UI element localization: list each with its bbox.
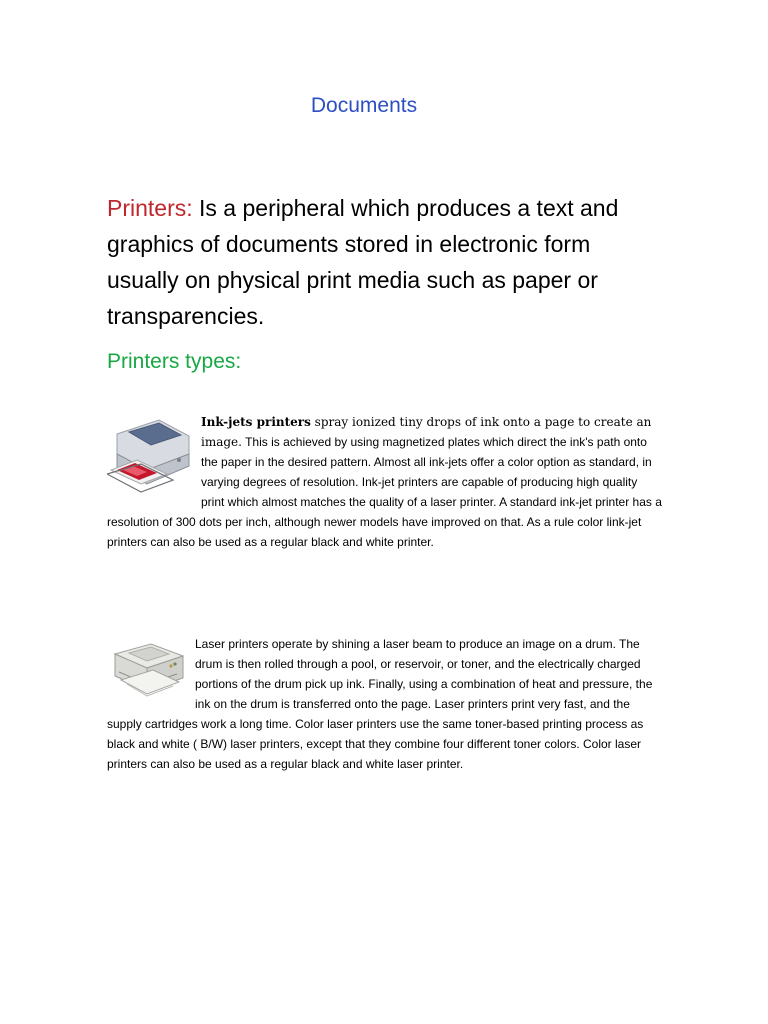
laser-body: Laser printers operate by shining a laser beam to produce an image on a drum. The drum is then rolled through a pool, or reservoir, or toner, and the electrically charged portions of the drum pick up ink. Finally, using a combination of heat and pressure, the ink on the drum is transferred onto the page. Laser printers print very fast, and the supply cartridges work a long time. Color laser printers use the same toner-based printing process as black and white ( B/W) laser printers, except that they combine four different toner colors. Color laser printers can also be used as a regular black and white laser printer. [107,637,653,771]
intro-paragraph [107,190,667,334]
intro-term: Printers: [107,195,193,221]
laser-section [107,634,663,774]
inkjet-lead-bold: Ink-jets printers [201,415,311,429]
intro-definition: Is a peripheral which produces a text and graphics of documents stored in electronic form usually on physical print media such as paper or transparencies. [107,195,619,329]
inkjet-body: This is achieved by using magnetized plates which direct the ink's path onto the paper in the desired pattern. Almost all ink-jets offer a color option as standard, in varying degrees of resolution. Ink-jet printers are capable of producing high quality print which almost matches the quality of a laser printer. A standard ink-jet printer has a resolution of 300 dots per inch, although newer models have improved on that. As a rule color link-jet printers can also be used as a regular black and white printer. [107,435,662,549]
laser-printer-image [107,636,187,704]
page-title: Documents [310,94,418,117]
inkjet-lead-text: spray ionized tiny drops of ink onto a page to create an image. [201,415,652,449]
inkjet-section [107,412,663,552]
inkjet-printer-image [107,414,193,496]
types-heading: Printers types: [107,350,242,373]
